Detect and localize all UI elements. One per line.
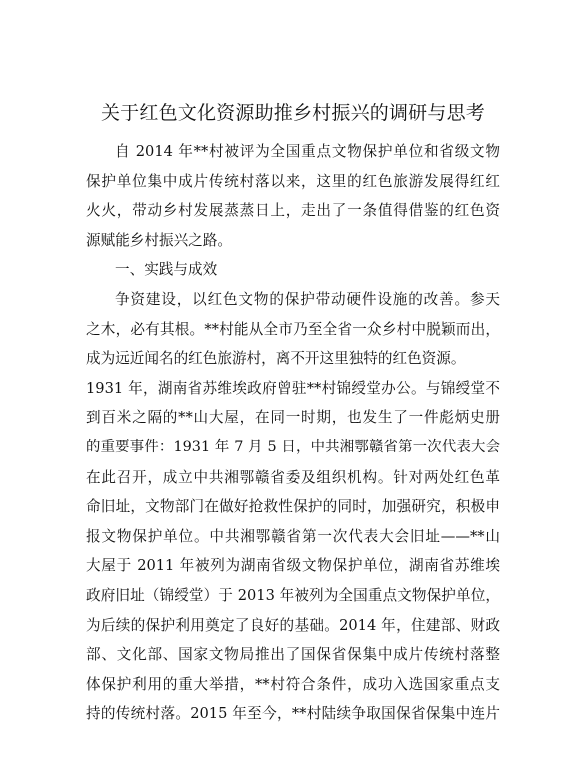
paragraph-line: 持的传统村落。2015 年至今，**村陆续争取国保省保集中连片 (86, 705, 500, 723)
paragraph-line: 保护单位集中成片传统村落以来，这里的红色旅游发展得红红 (86, 172, 500, 190)
paragraph-line: 为后续的保护利用奠定了良好的基础。2014 年，住建部、财政 (86, 616, 500, 634)
paragraph-line: 政府旧址（锦绶堂）于 2013 年被列为全国重点文物保护单位， (86, 586, 500, 604)
paragraph-line: 体保护利用的重大举措，**村符合条件，成功入选国家重点支 (86, 675, 500, 693)
document-title: 关于红色文化资源助推乡村振兴的调研与思考 (100, 102, 485, 124)
paragraph-line: 之木，必有其根。**村能从全市乃至全省一众乡村中脱颖而出， (86, 320, 500, 338)
paragraph-line: 报文物保护单位。中共湘鄂赣省第一次代表大会旧址——**山 (86, 527, 500, 545)
paragraph-line: 1931 年，湖南省苏维埃政府曾驻**村锦绶堂办公。与锦绶堂不 (86, 379, 500, 397)
paragraph-line: 到百米之隔的**山大屋，在同一时期，也发生了一件彪炳史册 (86, 409, 500, 427)
document-body (86, 137, 500, 729)
paragraph-line: 命旧址，文物部门在做好抢救性保护的同时，加强研究，积极申 (86, 498, 500, 516)
paragraph-line: 源赋能乡村振兴之路。 (86, 231, 232, 249)
paragraph-line: 在此召开，成立中共湘鄂赣省委及组织机构。针对两处红色革 (86, 468, 500, 486)
section-heading: 一、实践与成效 (115, 261, 218, 279)
paragraph-line: 大屋于 2011 年被列为湖南省级文物保护单位，湖南省苏维埃 (86, 557, 500, 575)
paragraph-line: 火火，带动乡村发展蒸蒸日上，走出了一条值得借鉴的红色资 (86, 202, 500, 220)
paragraph-line: 成为远近闻名的红色旅游村，离不开这里独特的红色资源。 (86, 350, 466, 368)
paragraph-line: 自 2014 年**村被评为全国重点文物保护单位和省级文物 (115, 143, 500, 160)
paragraph-line: 部、文化部、国家文物局推出了国保省保集中成片传统村落整 (86, 646, 500, 664)
paragraph-line: 的重要事件：1931 年 7 月 5 日，中共湘鄂赣省第一次代表大会 (86, 438, 500, 455)
paragraph-line: 争资建设，以红色文物的保护带动硬件设施的改善。参天 (115, 290, 500, 308)
